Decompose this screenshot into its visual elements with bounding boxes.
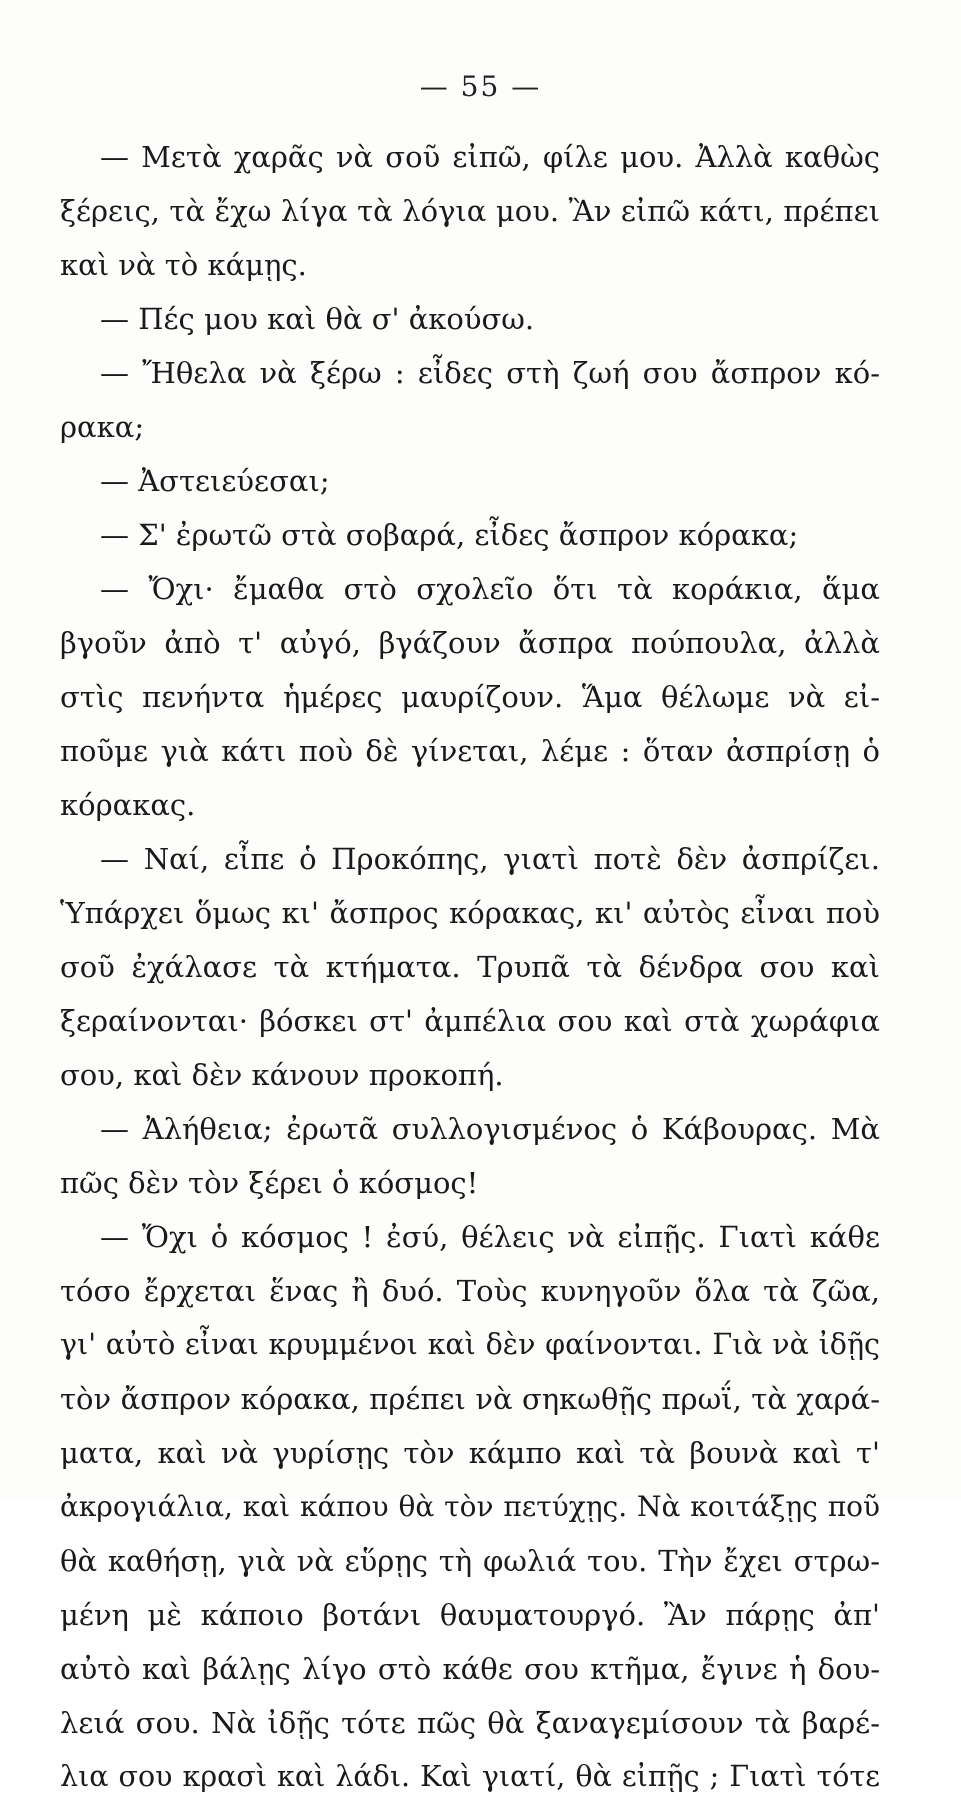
- text-line: Ὑπάρχει ὅμως κι' ἄσπρος κόρακας, κι' αὐτὸς εἶναι ποὺ: [60, 896, 880, 930]
- text-line: θὰ καθήσῃ, γιὰ νὰ εὕρῃς τὴ φωλιά του. Τὴν ἔχει στρω-: [60, 1544, 880, 1578]
- text-line: γι' αὐτὸ εἶναι κρυμμένοι καὶ δὲν φαίνονται. Γιὰ νὰ ἰδῇς: [60, 1328, 880, 1361]
- text-line: αὐτὸ καὶ βάλῃς λίγο στὸ κάθε σου κτῆμα, ἔγινε ἡ δου-: [60, 1652, 880, 1686]
- text-line: τόσο ἔρχεται ἕνας ἢ δυό. Τοὺς κυνηγοῦν ὅλα τὰ ζῶα,: [60, 1274, 880, 1308]
- text-line: κόρακας.: [60, 788, 196, 822]
- text-line: σου, καὶ δὲν κάνουν προκοπή.: [60, 1058, 504, 1092]
- body-text: [60, 130, 880, 1804]
- text-line: λειά σου. Νὰ ἰδῇς τότε πῶς θὰ ξαναγεμίσουν τὰ βαρέ-: [60, 1706, 880, 1740]
- text-line: — Σ' ἐρωτῶ στὰ σοβαρά, εἶδες ἄσπρον κόρακα;: [100, 518, 799, 552]
- text-line: ποῦμε γιὰ κάτι ποὺ δὲ γίνεται, λέμε : ὅταν ἀσπρίσῃ ὁ: [60, 734, 880, 768]
- text-line: ἀκρογιάλια, καὶ κάπου θὰ τὸν πετύχῃς. Νὰ κοιτάξῃς ποῦ: [60, 1490, 880, 1523]
- text-line: ξεραίνονται· βόσκει στ' ἀμπέλια σου καὶ στὰ χωράφια: [60, 1004, 880, 1038]
- page-number: — 55 —: [419, 70, 542, 103]
- text-line: σοῦ ἐχάλασε τὰ κτήματα. Τρυπᾶ τὰ δένδρα σου καὶ: [60, 950, 880, 984]
- text-line: — Μετὰ χαρᾶς νὰ σοῦ εἰπῶ, φίλε μου. Ἀλλὰ καθὼς: [100, 140, 880, 174]
- text-line: βγοῦν ἀπὸ τ' αὐγό, βγάζουν ἄσπρα πούπουλα, ἀλλὰ: [60, 626, 880, 660]
- text-line: καὶ νὰ τὸ κάμῃς.: [60, 248, 307, 282]
- text-line: — Πές μου καὶ θὰ σ' ἀκούσω.: [100, 302, 535, 336]
- text-line: πῶς δὲν τὸν ξέρει ὁ κόσμος!: [60, 1166, 479, 1200]
- text-line: — Ἀλήθεια; ἐρωτᾶ συλλογισμένος ὁ Κάβουρας. Μὰ: [100, 1112, 880, 1146]
- text-line: — Ἤθελα νὰ ξέρω : εἶδες στὴ ζωή σου ἄσπρον κό-: [100, 356, 880, 390]
- text-line: ρακα;: [60, 410, 145, 444]
- text-line: ξέρεις, τὰ ἔχω λίγα τὰ λόγια μου. Ἂν εἰπῶ κάτι, πρέπει: [60, 194, 880, 228]
- text-line: τὸν ἄσπρον κόρακα, πρέπει νὰ σηκωθῇς πρωΐ, τὰ χαρά-: [60, 1382, 880, 1416]
- text-line: — Ὄχι· ἔμαθα στὸ σχολεῖο ὅτι τὰ κοράκια, ἅμα: [100, 572, 880, 606]
- text-line: — Ἀστειεύεσαι;: [100, 464, 330, 498]
- text-line: λια σου κρασὶ καὶ λάδι. Καὶ γιατί, θὰ εἰπῇς ; Γιατὶ τότε: [60, 1760, 880, 1793]
- text-line: μένη μὲ κάποιο βοτάνι θαυματουργό. Ἂν πάρῃς ἀπ': [60, 1598, 880, 1632]
- text-line: στὶς πενήντα ἡμέρες μαυρίζουν. Ἅμα θέλωμε νὰ εἰ-: [60, 680, 880, 714]
- text-line: — Ναί, εἶπε ὁ Προκόπης, γιατὶ ποτὲ δὲν ἀσπρίζει.: [100, 842, 880, 876]
- text-line: — Ὄχι ὁ κόσμος ! ἐσύ, θέλεις νὰ εἰπῇς. Γιατὶ κάθε: [100, 1220, 880, 1254]
- text-line: ματα, καὶ νὰ γυρίσῃς τὸν κάμπο καὶ τὰ βουνὰ καὶ τ': [60, 1436, 880, 1470]
